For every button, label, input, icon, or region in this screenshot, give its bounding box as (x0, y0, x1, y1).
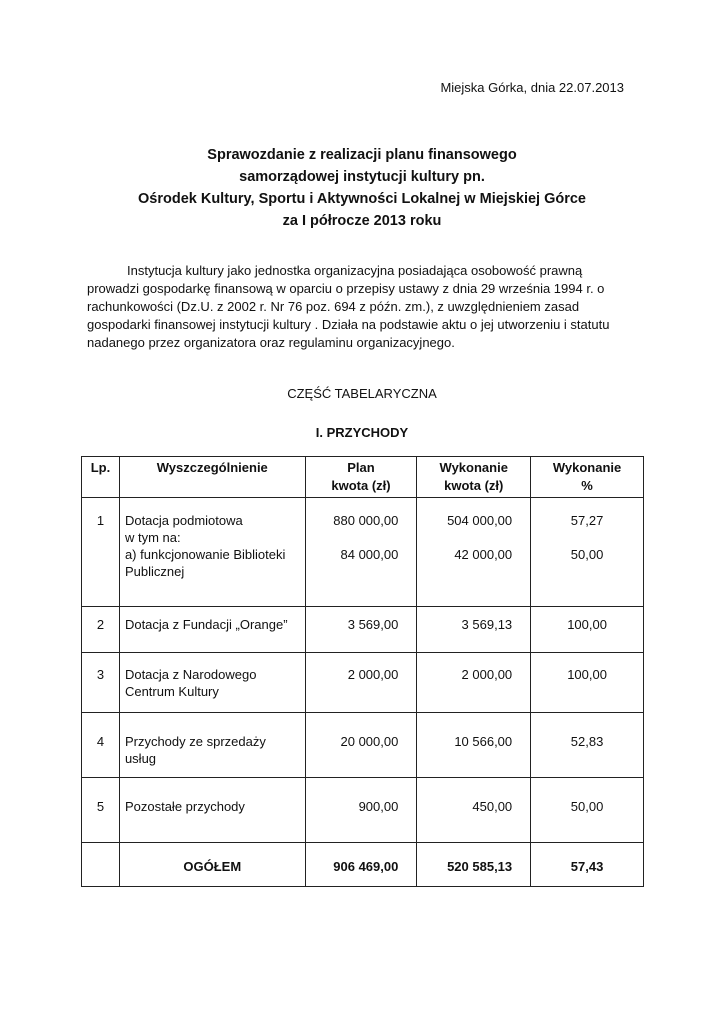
row-plan: 2 000,00 (305, 653, 417, 713)
total-plan: 906 469,00 (305, 843, 417, 887)
row-pct: 50,00 (531, 778, 644, 843)
row-item: Pozostałe przychody (119, 778, 305, 843)
row-item: Dotacja z Narodowego Centrum Kultury (119, 653, 305, 713)
table-total-row (82, 843, 644, 887)
row-plan: 20 000,00 (305, 713, 417, 778)
row-item: Dotacja z Fundacji „Orange” (119, 607, 305, 653)
row-exec: 10 566,00 (417, 713, 531, 778)
row-pct: 100,00 (531, 653, 644, 713)
row-pct: 57,27 50,00 (531, 498, 644, 607)
table-row (82, 653, 644, 713)
header-pct: Wykonanie % (531, 457, 644, 498)
row-exec: 2 000,00 (417, 653, 531, 713)
row-lp: 5 (82, 778, 120, 843)
header-exec: Wykonanie kwota (zł) (417, 457, 531, 498)
title-line-4: za I półrocze 2013 roku (282, 213, 442, 229)
row-item: Przychody ze sprzedaży usług (119, 713, 305, 778)
total-lp (82, 843, 120, 887)
table-row (82, 498, 644, 607)
place-date: Miejska Górka, dnia 22.07.2013 (440, 80, 624, 95)
title-line-2: samorządowej instytucji kultury pn. (239, 169, 485, 185)
total-pct: 57,43 (531, 843, 644, 887)
row-plan: 900,00 (305, 778, 417, 843)
intro-paragraph (87, 262, 637, 352)
total-exec: 520 585,13 (417, 843, 531, 887)
section-title: CZĘŚĆ TABELARYCZNA (287, 386, 437, 401)
row-item: Dotacja podmiotowa w tym na: a) funkcjonowanie Biblioteki Publicznej (119, 498, 305, 607)
subsection-title: I. PRZYCHODY (315, 425, 409, 440)
total-label: OGÓŁEM (119, 843, 305, 887)
row-lp: 4 (82, 713, 120, 778)
title-line-3: Ośrodek Kultury, Sportu i Aktywności Lokalnej w Miejskiej Górce (138, 191, 586, 207)
row-exec: 504 000,00 42 000,00 (417, 498, 531, 607)
table-row (82, 713, 644, 778)
row-exec: 3 569,13 (417, 607, 531, 653)
revenue-table (81, 456, 644, 887)
row-exec: 450,00 (417, 778, 531, 843)
row-lp: 3 (82, 653, 120, 713)
table-row (82, 778, 644, 843)
row-plan: 3 569,00 (305, 607, 417, 653)
table-header-row (82, 457, 644, 498)
table-row (82, 607, 644, 653)
row-lp: 1 (82, 498, 120, 607)
row-pct: 52,83 (531, 713, 644, 778)
title-line-1: Sprawozdanie z realizacji planu finansowego (207, 147, 517, 163)
row-pct: 100,00 (531, 607, 644, 653)
row-plan: 880 000,00 84 000,00 (305, 498, 417, 607)
header-lp: Lp. (82, 457, 120, 498)
intro-text: Instytucja kultury jako jednostka organizacyjna posiadająca osobowość prawną prowadzi gospodarkę finansową w oparciu o przepisy ustawy z dnia 29 września 1994 r. o rachunkowości (Dz.U. z 2002 r. Nr 76 poz. 694 z późn. zm.), z uwzględnieniem zasad gospodarki finansowej instytucji kultury . Działa na podstawie aktu o jej utworzeniu i statutu nadanego przez organizatora oraz regulaminu organizacyjnego. (87, 263, 610, 350)
header-item: Wyszczególnienie (119, 457, 305, 498)
report-title (0, 144, 724, 232)
header-plan: Plan kwota (zł) (305, 457, 417, 498)
row-lp: 2 (82, 607, 120, 653)
